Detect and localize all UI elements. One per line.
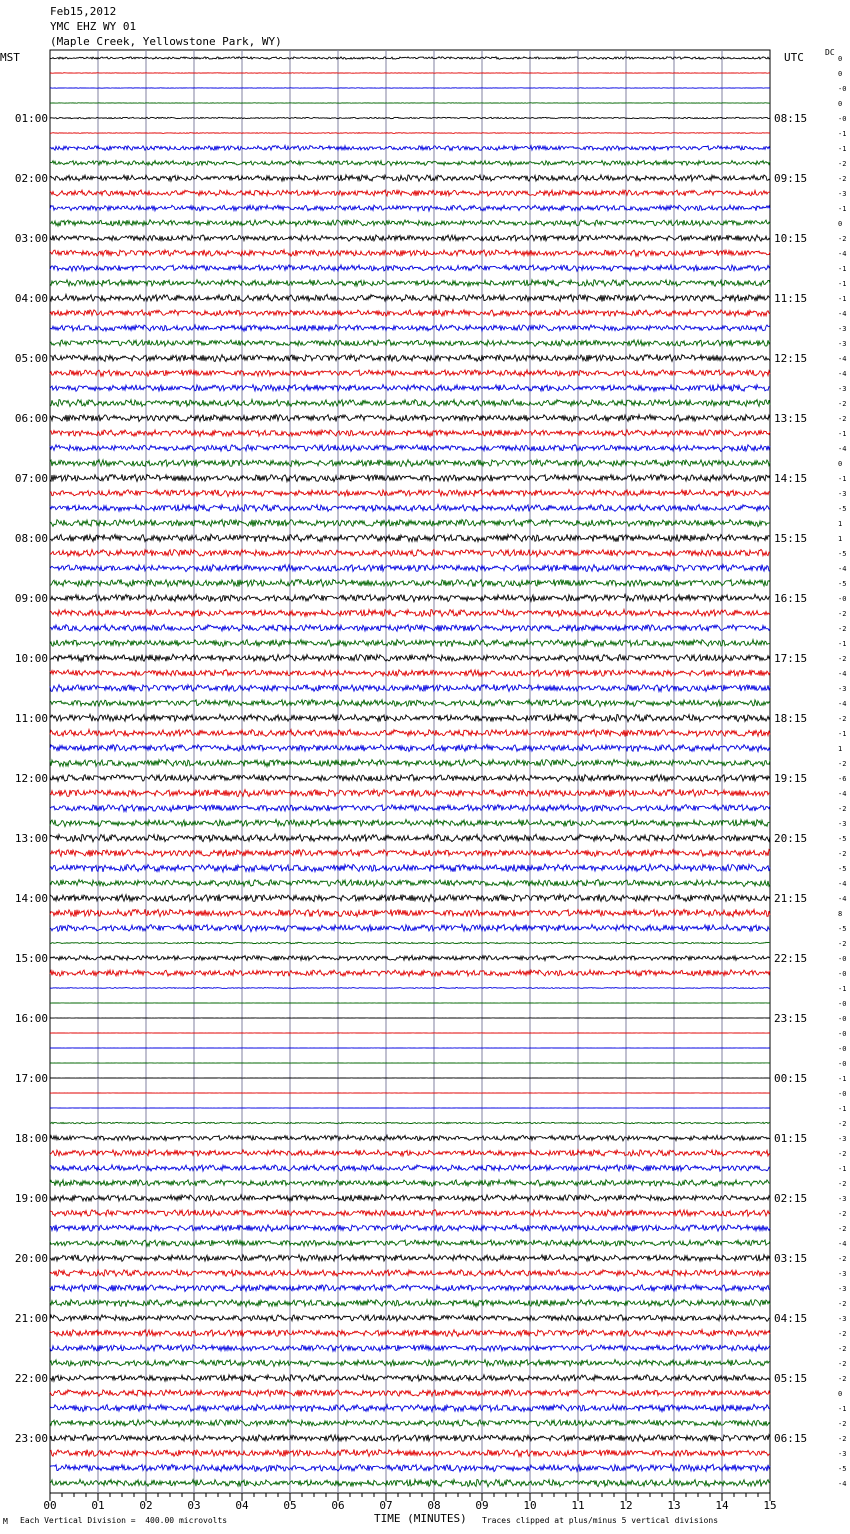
seismic-trace (50, 325, 770, 331)
x-tick-label: 10 (523, 1499, 537, 1512)
seismic-trace (50, 942, 770, 944)
right-hour-label: 21:15 (774, 892, 808, 905)
dc-offset-label: -3 (838, 190, 847, 198)
seismic-trace (50, 909, 770, 916)
dc-offset-label: -2 (838, 760, 847, 768)
seismic-trace (50, 520, 770, 527)
right-hour-label: 10:15 (774, 232, 808, 245)
seismic-trace (50, 1299, 770, 1306)
left-hour-label: 03:00 (14, 232, 48, 245)
seismic-trace (50, 1135, 770, 1141)
dc-offset-label: -1 (838, 205, 847, 213)
seismic-trace (50, 310, 770, 317)
right-hour-label: 15:15 (774, 532, 808, 545)
dc-offset-label: -2 (838, 1420, 847, 1428)
seismic-trace (50, 745, 770, 752)
dc-offset-label: -3 (838, 325, 847, 333)
dc-offset-label: -4 (838, 700, 847, 708)
right-hour-label: 14:15 (774, 472, 808, 485)
dc-offset-label: -2 (838, 1225, 847, 1233)
left-hour-label: 10:00 (14, 652, 48, 665)
seismic-trace (50, 1420, 770, 1426)
dc-offset-label: 0 (838, 100, 843, 108)
dc-offset-label: -5 (838, 925, 847, 933)
right-hour-label: 04:15 (774, 1312, 808, 1325)
x-tick-label: 13 (667, 1499, 681, 1512)
seismic-trace (50, 565, 770, 572)
right-hour-label: 17:15 (774, 652, 808, 665)
dc-offset-label: -4 (838, 790, 847, 798)
x-tick-label: 07 (379, 1499, 393, 1512)
dc-offset-label: -2 (838, 1345, 847, 1353)
dc-offset-label: -0 (838, 955, 847, 963)
dc-offset-label: -5 (838, 550, 847, 558)
dc-offset-label: -0 (838, 85, 847, 93)
seismic-trace (50, 729, 770, 736)
dc-offset-label: -2 (838, 415, 847, 423)
seismic-trace (50, 175, 770, 181)
dc-offset-header: DC (825, 48, 835, 57)
dc-offset-label: -5 (838, 835, 847, 843)
dc-offset-label: 0 (838, 1390, 843, 1398)
dc-offset-label: 0 (838, 460, 843, 468)
seismic-trace (50, 88, 770, 89)
seismic-trace (50, 1315, 770, 1322)
x-tick-label: 08 (427, 1499, 441, 1512)
dc-offset-label: -2 (838, 1360, 847, 1368)
seismic-trace (50, 1210, 770, 1217)
dc-offset-label: 0 (838, 220, 843, 228)
dc-offset-label: -0 (838, 1030, 847, 1038)
dc-offset-label: -3 (838, 340, 847, 348)
left-hour-label: 07:00 (14, 472, 48, 485)
dc-offset-label: -4 (838, 880, 847, 888)
left-hour-label: 09:00 (14, 592, 48, 605)
right-hour-label: 00:15 (774, 1072, 808, 1085)
seismic-trace (50, 1255, 770, 1262)
dc-offset-label: -0 (838, 115, 847, 123)
right-hour-label: 09:15 (774, 172, 808, 185)
left-hour-label: 16:00 (14, 1012, 48, 1025)
plot-date: Feb15,2012 (50, 5, 117, 18)
dc-offset-label: 1 (838, 520, 843, 528)
seismic-trace (50, 354, 770, 361)
dc-offset-label: -2 (838, 1120, 847, 1128)
footer-mark: M (3, 1517, 8, 1526)
dc-offset-label: -2 (838, 400, 847, 408)
dc-offset-label: 0 (838, 55, 843, 63)
dc-offset-label: -2 (838, 1180, 847, 1188)
seismic-trace (50, 205, 770, 211)
station-id: YMC EHZ WY 01 (50, 20, 137, 33)
seismic-trace (50, 714, 770, 721)
seismic-trace (50, 579, 770, 586)
dc-offset-label: -2 (838, 1150, 847, 1158)
clip-note: Traces clipped at plus/minus 5 vertical divisions (482, 1516, 719, 1525)
dc-offset-label: -2 (838, 850, 847, 858)
seismic-trace (50, 670, 770, 677)
seismic-trace (50, 399, 770, 406)
seismic-trace (50, 505, 770, 512)
dc-offset-label: -1 (838, 295, 847, 303)
right-hour-label: 05:15 (774, 1372, 808, 1385)
x-tick-label: 02 (139, 1499, 153, 1512)
dc-offset-label: -2 (838, 655, 847, 663)
dc-offset-label: -6 (838, 775, 847, 783)
dc-offset-label: -3 (838, 1270, 847, 1278)
right-timezone-label: UTC (784, 51, 804, 64)
dc-offset-label: -2 (838, 175, 847, 183)
seismic-trace (50, 73, 770, 74)
dc-offset-label: -4 (838, 565, 847, 573)
x-tick-label: 06 (331, 1499, 345, 1512)
x-tick-label: 04 (235, 1499, 249, 1512)
left-hour-label: 01:00 (14, 112, 48, 125)
dc-offset-label: -2 (838, 805, 847, 813)
x-tick-label: 00 (43, 1499, 57, 1512)
seismic-trace (50, 1165, 770, 1171)
dc-offset-label: -4 (838, 445, 847, 453)
seismic-trace (50, 1464, 770, 1471)
dc-offset-label: -0 (838, 1090, 847, 1098)
dc-offset-label: -1 (838, 130, 847, 138)
seismic-trace (50, 1449, 770, 1456)
seismic-trace (50, 640, 770, 647)
seismic-trace (50, 1240, 770, 1246)
seismic-trace (50, 430, 770, 437)
left-hour-label: 15:00 (14, 952, 48, 965)
seismic-trace (50, 190, 770, 196)
right-hour-label: 03:15 (774, 1252, 808, 1265)
dc-offset-label: -2 (838, 625, 847, 633)
dc-offset-label: -3 (838, 1450, 847, 1458)
dc-offset-label: -1 (838, 1405, 847, 1413)
seismic-trace (50, 1330, 770, 1337)
seismic-trace (50, 1195, 770, 1202)
dc-offset-label: -0 (838, 595, 847, 603)
dc-offset-label: -4 (838, 355, 847, 363)
seismic-trace (50, 340, 770, 347)
seismic-trace (50, 534, 770, 542)
dc-offset-label: -3 (838, 1135, 847, 1143)
seismic-trace (50, 700, 770, 707)
dc-offset-label: -4 (838, 370, 847, 378)
x-tick-label: 11 (571, 1499, 585, 1512)
seismic-trace (50, 625, 770, 632)
dc-offset-label: -2 (838, 1210, 847, 1218)
seismic-trace (50, 864, 770, 872)
seismic-trace (50, 1435, 770, 1442)
dc-offset-label: -1 (838, 280, 847, 288)
dc-offset-label: -1 (838, 730, 847, 738)
seismic-trace (50, 1122, 770, 1124)
dc-offset-label: -5 (838, 865, 847, 873)
seismic-trace (50, 1285, 770, 1292)
seismic-trace (50, 789, 770, 796)
dc-offset-label: 1 (838, 535, 843, 543)
right-hour-label: 01:15 (774, 1132, 808, 1145)
dc-offset-label: -1 (838, 985, 847, 993)
dc-offset-label: -4 (838, 670, 847, 678)
x-tick-label: 03 (187, 1499, 201, 1512)
dc-offset-label: -4 (838, 250, 847, 258)
dc-offset-label: 8 (838, 910, 843, 918)
left-hour-label: 23:00 (14, 1432, 48, 1445)
seismic-trace (50, 759, 770, 766)
left-hour-label: 22:00 (14, 1372, 48, 1385)
dc-offset-label: -2 (838, 715, 847, 723)
seismic-trace (50, 145, 770, 150)
dc-offset-label: -2 (838, 940, 847, 948)
left-hour-label: 17:00 (14, 1072, 48, 1085)
left-hour-label: 05:00 (14, 352, 48, 365)
seismic-trace (50, 490, 770, 497)
x-tick-label: 12 (619, 1499, 633, 1512)
seismic-trace (50, 103, 770, 104)
dc-offset-label: -1 (838, 1165, 847, 1173)
dc-offset-label: 1 (838, 745, 843, 753)
left-hour-label: 21:00 (14, 1312, 48, 1325)
seismic-trace (50, 1180, 770, 1187)
dc-offset-label: -3 (838, 820, 847, 828)
seismic-trace (50, 1345, 770, 1352)
seismic-trace (50, 133, 770, 134)
seismic-trace (50, 415, 770, 422)
right-hour-label: 11:15 (774, 292, 808, 305)
seismic-trace (50, 1390, 770, 1397)
dc-offset-label: -1 (838, 475, 847, 483)
seismic-trace (50, 445, 770, 452)
dc-offset-label: -2 (838, 1330, 847, 1338)
left-hour-label: 06:00 (14, 412, 48, 425)
seismic-trace (50, 385, 770, 392)
seismic-trace (50, 684, 770, 691)
vertical-scale-note: Each Vertical Division = 400.00 microvolts (20, 1516, 228, 1525)
seismic-trace (50, 265, 770, 271)
seismic-trace (50, 1375, 770, 1382)
dc-offset-label: -0 (838, 1045, 847, 1053)
dc-offset-label: -4 (838, 1480, 847, 1488)
seismic-trace (50, 220, 770, 226)
left-hour-label: 08:00 (14, 532, 48, 545)
seismic-trace (50, 549, 770, 556)
left-hour-label: 02:00 (14, 172, 48, 185)
seismic-trace (50, 805, 770, 812)
right-hour-label: 02:15 (774, 1192, 808, 1205)
dc-offset-label: -3 (838, 1285, 847, 1293)
right-hour-label: 22:15 (774, 952, 808, 965)
right-hour-label: 18:15 (774, 712, 808, 725)
right-hour-label: 12:15 (774, 352, 808, 365)
left-hour-label: 18:00 (14, 1132, 48, 1145)
right-hour-label: 23:15 (774, 1012, 808, 1025)
dc-offset-label: -5 (838, 505, 847, 513)
seismic-trace (50, 970, 770, 976)
right-hour-label: 13:15 (774, 412, 808, 425)
seismic-trace (50, 1360, 770, 1367)
seismic-trace (50, 1270, 770, 1277)
seismic-trace (50, 880, 770, 887)
seismic-trace (50, 775, 770, 782)
dc-offset-label: -2 (838, 1435, 847, 1443)
x-axis-title: TIME (MINUTES) (374, 1512, 467, 1525)
seismic-trace (50, 1225, 770, 1232)
seismic-trace (50, 594, 770, 601)
left-hour-label: 11:00 (14, 712, 48, 725)
seismic-trace (50, 117, 770, 119)
dc-offset-label: -1 (838, 640, 847, 648)
right-hour-label: 08:15 (774, 112, 808, 125)
dc-offset-label: -4 (838, 310, 847, 318)
seismic-trace (50, 460, 770, 467)
dc-offset-label: -3 (838, 1315, 847, 1323)
x-tick-label: 09 (475, 1499, 489, 1512)
dc-offset-label: -3 (838, 385, 847, 393)
right-hour-label: 20:15 (774, 832, 808, 845)
seismic-trace (50, 474, 770, 481)
seismic-trace (50, 834, 770, 841)
dc-offset-label: -0 (838, 970, 847, 978)
dc-offset-label: -1 (838, 265, 847, 273)
dc-offset-label: -1 (838, 1105, 847, 1113)
seismic-trace (50, 610, 770, 617)
dc-offset-label: -5 (838, 1465, 847, 1473)
dc-offset-label: -5 (838, 580, 847, 588)
seismic-trace (50, 1404, 770, 1411)
dc-offset-label: -3 (838, 490, 847, 498)
seismic-trace (50, 850, 770, 857)
right-hour-label: 19:15 (774, 772, 808, 785)
seismic-trace (50, 925, 770, 932)
dc-offset-label: -4 (838, 1240, 847, 1248)
dc-offset-label: -1 (838, 1075, 847, 1083)
x-tick-label: 14 (715, 1499, 729, 1512)
dc-offset-label: -3 (838, 1195, 847, 1203)
left-hour-label: 19:00 (14, 1192, 48, 1205)
dc-offset-label: -0 (838, 1000, 847, 1008)
left-hour-label: 12:00 (14, 772, 48, 785)
right-hour-label: 16:15 (774, 592, 808, 605)
dc-offset-label: -0 (838, 1060, 847, 1068)
left-hour-label: 20:00 (14, 1252, 48, 1265)
dc-offset-label: -4 (838, 895, 847, 903)
station-location: (Maple Creek, Yellowstone Park, WY) (50, 35, 282, 48)
x-tick-label: 05 (283, 1499, 297, 1512)
left-hour-label: 13:00 (14, 832, 48, 845)
left-hour-label: 04:00 (14, 292, 48, 305)
dc-offset-label: -3 (838, 685, 847, 693)
seismic-trace (50, 370, 770, 377)
seismic-trace (50, 235, 770, 241)
dc-offset-label: -0 (838, 1015, 847, 1023)
seismic-trace (50, 956, 770, 961)
dc-offset-label: -2 (838, 1300, 847, 1308)
seismic-trace (50, 250, 770, 257)
x-tick-label: 01 (91, 1499, 105, 1512)
dc-offset-label: -2 (838, 1375, 847, 1383)
seismic-trace (50, 820, 770, 827)
dc-offset-label: -2 (838, 160, 847, 168)
x-tick-label: 15 (763, 1499, 777, 1512)
dc-offset-label: -2 (838, 610, 847, 618)
seismic-trace (50, 1479, 770, 1486)
seismic-trace (50, 1150, 770, 1156)
seismic-trace (50, 988, 770, 989)
seismic-trace (50, 294, 770, 301)
left-timezone-label: MST (0, 51, 20, 64)
dc-offset-label: -2 (838, 235, 847, 243)
seismic-trace (50, 894, 770, 901)
seismic-trace (50, 280, 770, 287)
seismic-trace (50, 161, 770, 166)
dc-offset-label: -1 (838, 430, 847, 438)
dc-offset-label: 0 (838, 70, 843, 78)
seismic-trace (50, 57, 770, 60)
dc-offset-label: -1 (838, 145, 847, 153)
seismic-trace (50, 654, 770, 661)
dc-offset-label: -2 (838, 1255, 847, 1263)
left-hour-label: 14:00 (14, 892, 48, 905)
right-hour-label: 06:15 (774, 1432, 808, 1445)
